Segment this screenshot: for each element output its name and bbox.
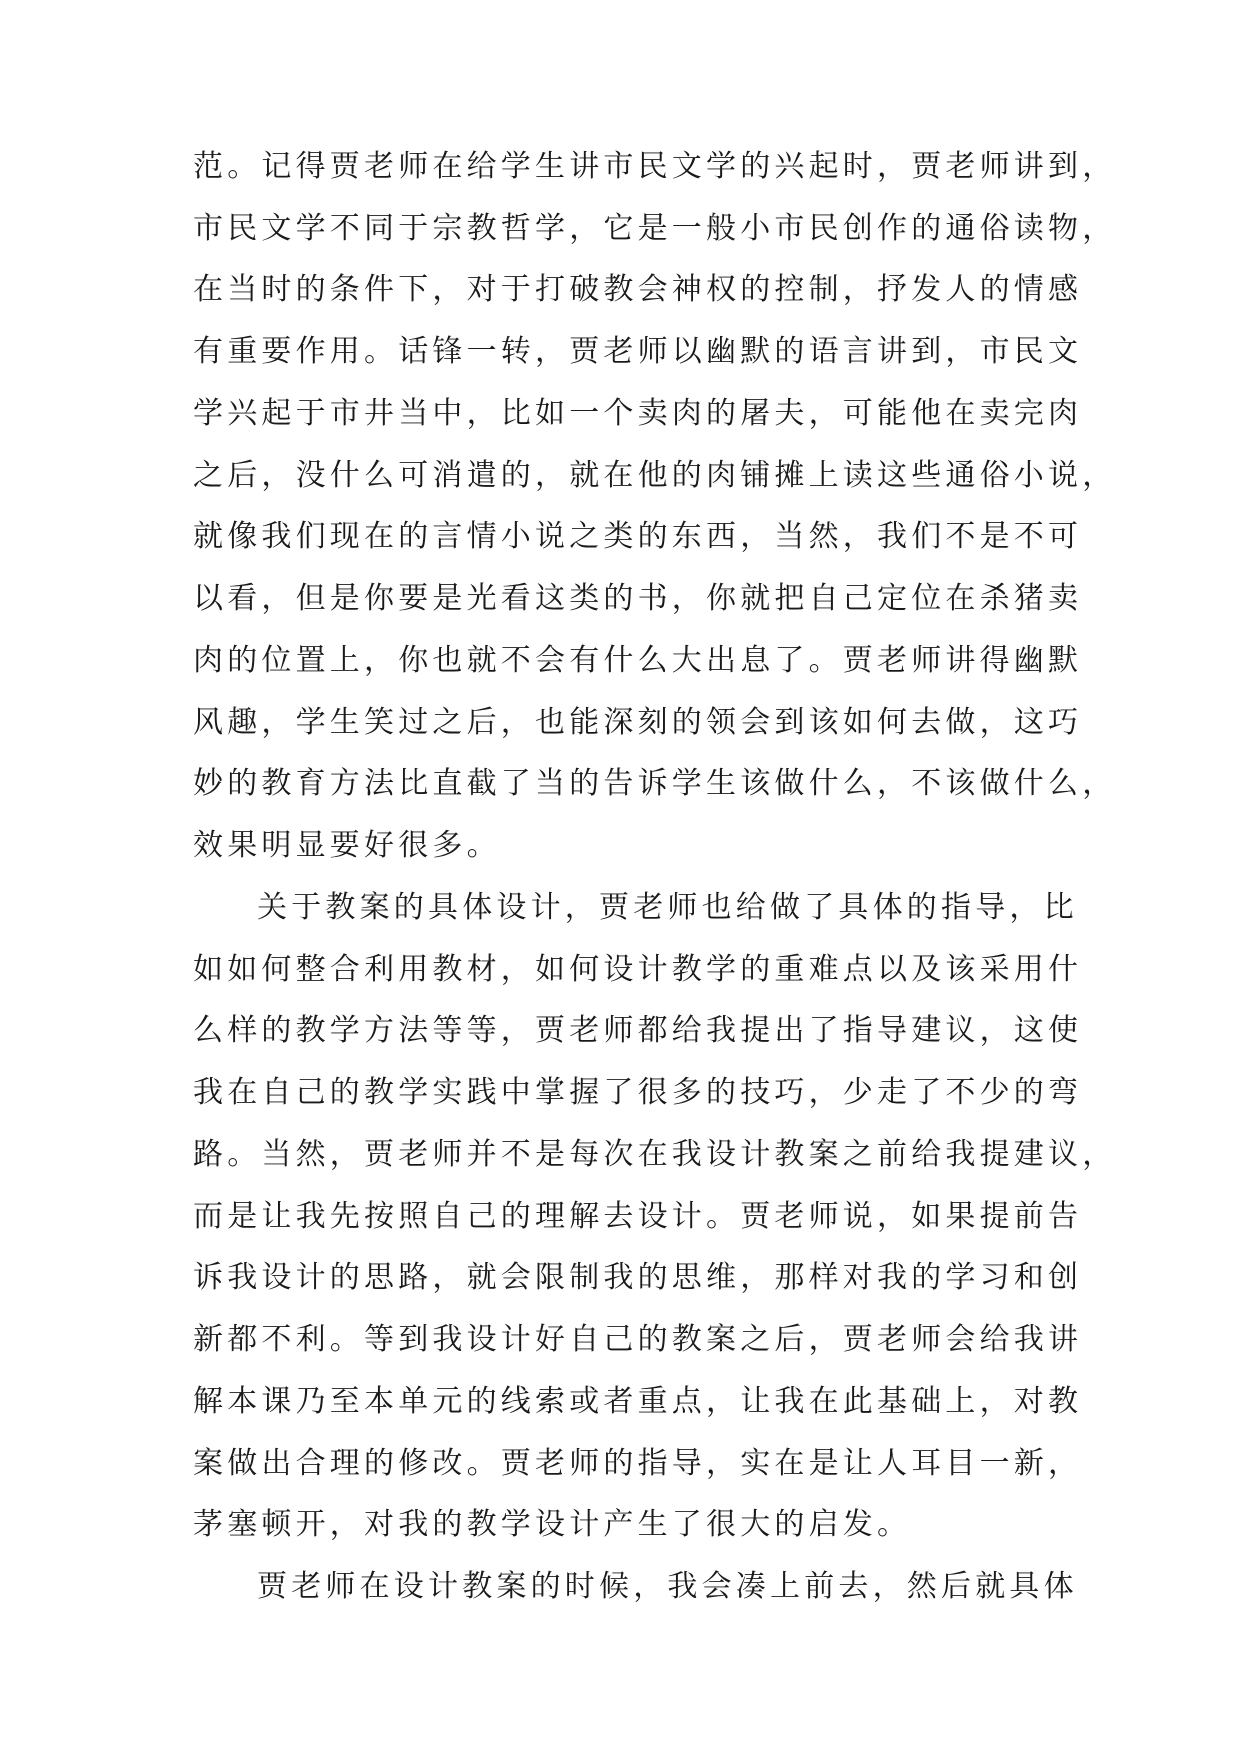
text-line: 如如何整合利用教材，如何设计教学的重难点以及该采用什 (193, 952, 1083, 987)
text-line: 我在自己的教学实践中掌握了很多的技巧，少走了不少的弯 (193, 1075, 1083, 1110)
text-line: 路。当然，贾老师并不是每次在我设计教案之前给我提建议， (193, 1137, 1117, 1172)
text-line: 学兴起于市井当中，比如一个卖肉的屠夫，可能他在卖完肉 (193, 396, 1083, 431)
paragraph-first-line: 关于教案的具体设计，贾老师也给做了具体的指导，比 (257, 890, 1078, 925)
text-line: 诉我设计的思路，就会限制我的思维，那样对我的学习和创 (193, 1260, 1083, 1295)
text-line: 风趣，学生笑过之后，也能深刻的领会到该如何去做，这巧 (193, 705, 1083, 740)
text-line: 案做出合理的修改。贾老师的指导，实在是让人耳目一新， (193, 1446, 1083, 1481)
text-line: 茅塞顿开，对我的教学设计产生了很大的启发。 (193, 1507, 912, 1542)
text-line: 就像我们现在的言情小说之类的东西，当然，我们不是不可 (193, 519, 1083, 554)
text-line: 而是让我先按照自己的理解去设计。贾老师说，如果提前告 (193, 1199, 1083, 1234)
text-line: 以看，但是你要是光看这类的书，你就把自己定位在杀猪卖 (193, 581, 1083, 616)
text-line: 解本课乃至本单元的线索或者重点，让我在此基础上，对教 (193, 1384, 1083, 1419)
text-line: 么样的教学方法等等，贾老师都给我提出了指导建议，这使 (193, 1013, 1083, 1048)
text-line: 效果明显要好很多。 (193, 828, 501, 863)
text-line: 妙的教育方法比直截了当的告诉学生该做什么，不该做什么， (193, 766, 1117, 801)
text-line: 在当时的条件下，对于打破教会神权的控制，抒发人的情感 (193, 272, 1083, 307)
text-line: 范。记得贾老师在给学生讲市民文学的兴起时，贾老师讲到， (193, 149, 1117, 184)
paragraph-first-line: 贾老师在设计教案的时候，我会凑上前去，然后就具体 (257, 1569, 1078, 1604)
text-line: 肉的位置上，你也就不会有什么大出息了。贾老师讲得幽默 (193, 643, 1083, 678)
text-line: 市民文学不同于宗教哲学，它是一般小市民创作的通俗读物， (193, 211, 1117, 246)
text-line: 之后，没什么可消遣的，就在他的肉铺摊上读这些通俗小说， (193, 458, 1117, 493)
text-line: 新都不利。等到我设计好自己的教案之后，贾老师会给我讲 (193, 1322, 1083, 1357)
text-line: 有重要作用。话锋一转，贾老师以幽默的语言讲到，市民文 (193, 334, 1083, 369)
